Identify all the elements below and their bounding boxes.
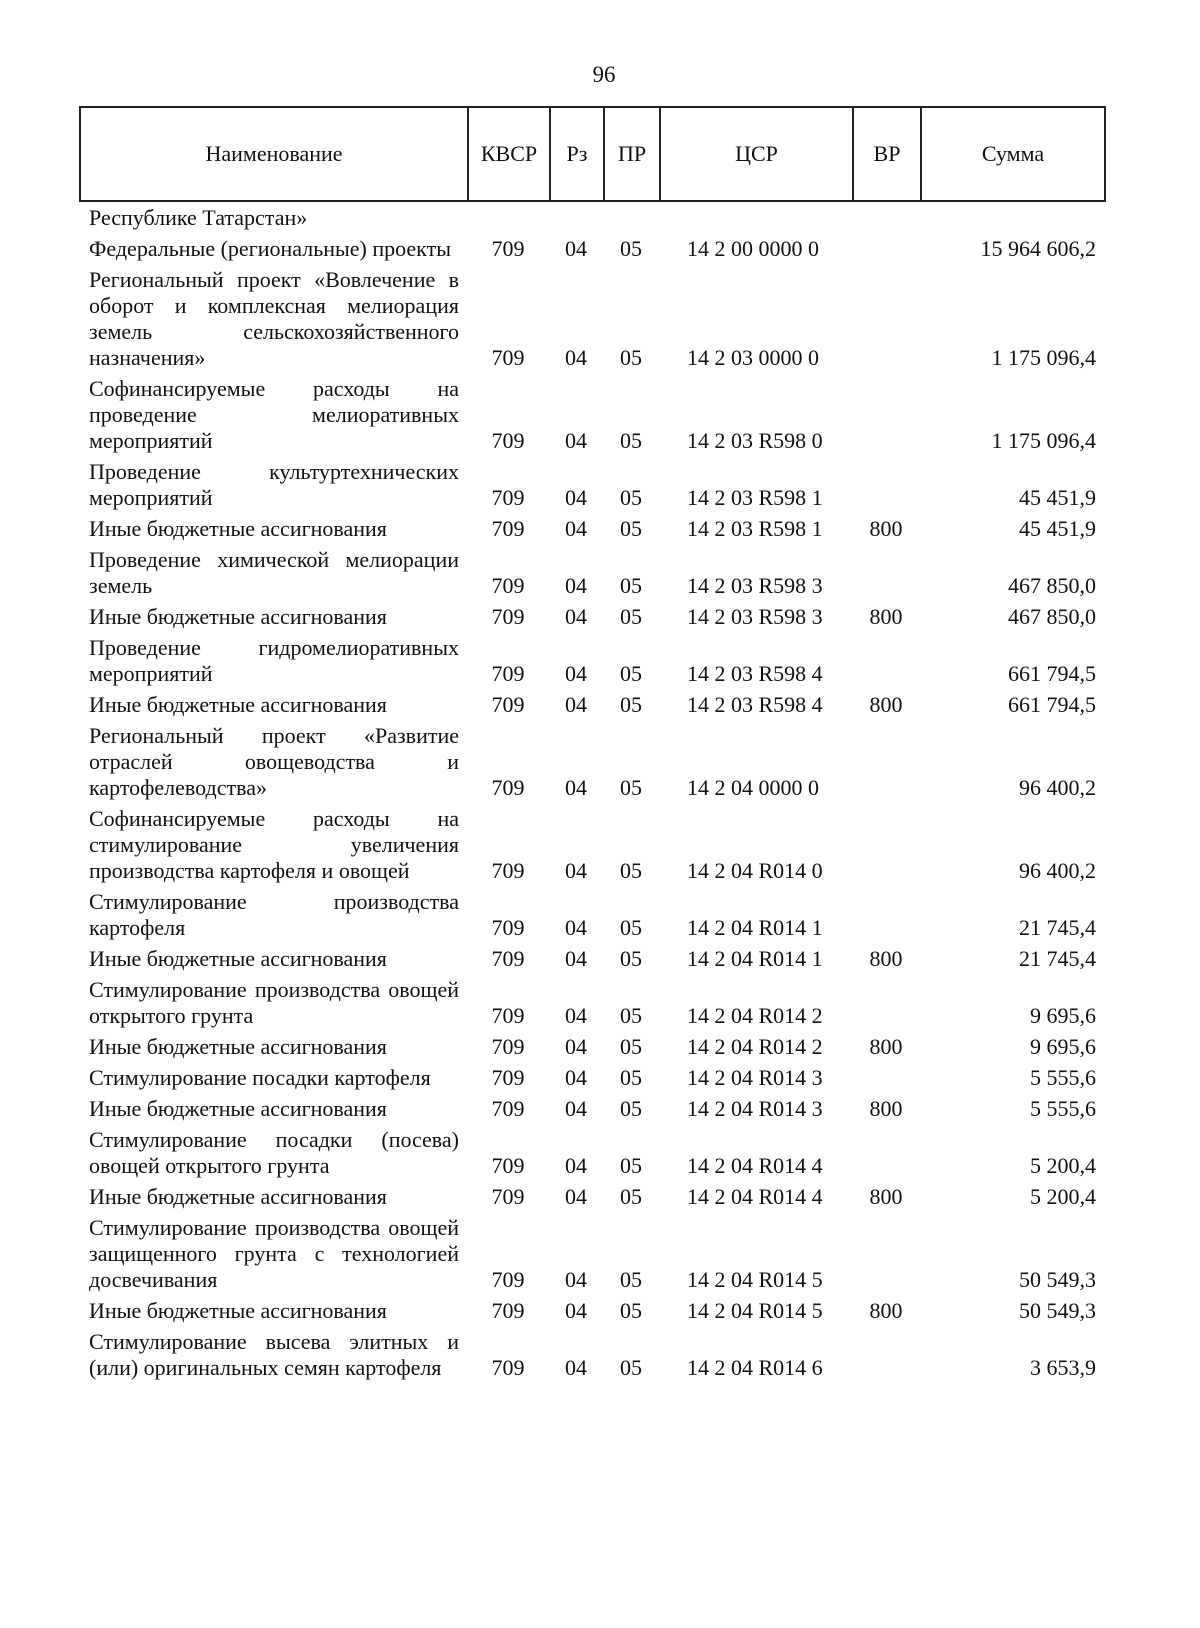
row-kvsr: 709 [491, 428, 525, 453]
row-name: Софинансируемые расходы на проведение мелиоративных мероприятий [89, 376, 459, 453]
row-pr: 05 [620, 661, 642, 686]
row-vr [852, 1215, 920, 1298]
row-name-cell [79, 889, 467, 946]
row-vr [852, 1127, 920, 1184]
row-vr: 800 [869, 692, 903, 717]
row-vr [852, 236, 920, 267]
row-name-cell [79, 692, 467, 723]
row-pr: 05 [620, 946, 642, 971]
row-kvsr: 709 [491, 858, 525, 883]
row-csr: 14 2 03 0000 0 [687, 345, 819, 370]
table-row [79, 1096, 1104, 1127]
row-kvsr: 709 [491, 1034, 525, 1059]
row-name-cell [79, 547, 467, 604]
row-name-cell [79, 267, 467, 376]
row-sum: 3 653,9 [1030, 1355, 1096, 1380]
row-pr: 05 [620, 1096, 642, 1121]
row-pr: 05 [620, 775, 642, 800]
header-rz: Рз [550, 107, 604, 201]
table-row [79, 723, 1104, 806]
header-vr: ВР [853, 107, 921, 201]
row-name: Республике Татарстан» [89, 205, 308, 230]
row-name-cell [79, 723, 467, 806]
table-row [79, 205, 1104, 236]
row-csr: 14 2 04 R014 6 [687, 1355, 823, 1380]
row-csr [659, 205, 852, 236]
row-pr: 05 [620, 604, 642, 629]
table-body [79, 205, 1104, 1386]
row-name-cell [79, 1065, 467, 1096]
row-kvsr: 709 [491, 345, 525, 370]
row-csr: 14 2 03 R598 1 [687, 516, 823, 541]
row-vr [852, 723, 920, 806]
row-rz: 04 [565, 1184, 587, 1209]
row-name: Стимулирование высева элитных и (или) оригинальных семян картофеля [89, 1329, 459, 1380]
row-pr: 05 [620, 1298, 642, 1323]
row-kvsr: 709 [491, 573, 525, 598]
row-sum: 9 695,6 [1030, 1034, 1096, 1059]
row-kvsr: 709 [491, 236, 525, 261]
row-pr: 05 [620, 1184, 642, 1209]
row-rz: 04 [565, 775, 587, 800]
row-kvsr: 709 [491, 1355, 525, 1380]
row-kvsr: 709 [491, 661, 525, 686]
table-row [79, 516, 1104, 547]
table-row [79, 1127, 1104, 1184]
row-name-cell [79, 1184, 467, 1215]
row-kvsr: 709 [491, 1267, 525, 1292]
row-rz: 04 [565, 1065, 587, 1090]
row-name: Федеральные (региональные) проекты [89, 236, 451, 261]
row-name-cell [79, 1329, 467, 1386]
row-kvsr: 709 [491, 692, 525, 717]
row-name: Проведение гидромелиоративных мероприятий [89, 635, 459, 686]
row-pr: 05 [620, 915, 642, 940]
table-row [79, 267, 1104, 376]
table-header [79, 106, 1106, 202]
row-rz: 04 [565, 1096, 587, 1121]
row-sum: 467 850,0 [1008, 604, 1096, 629]
row-csr: 14 2 04 R014 3 [687, 1096, 823, 1121]
row-pr: 05 [620, 692, 642, 717]
row-name: Стимулирование посадки (посева) овощей открытого грунта [89, 1127, 459, 1178]
header-name: Наименование [80, 107, 468, 201]
row-name-cell [79, 604, 467, 635]
row-name: Иные бюджетные ассигнования [89, 692, 387, 717]
row-sum: 96 400,2 [1019, 775, 1096, 800]
table-row [79, 692, 1104, 723]
row-pr: 05 [620, 345, 642, 370]
table-row [79, 635, 1104, 692]
row-name: Иные бюджетные ассигнования [89, 516, 387, 541]
row-csr: 14 2 03 R598 3 [687, 604, 823, 629]
row-name-cell [79, 1127, 467, 1184]
row-name: Иные бюджетные ассигнования [89, 1298, 387, 1323]
row-kvsr: 709 [491, 1003, 525, 1028]
row-pr: 05 [620, 1355, 642, 1380]
table-row [79, 1184, 1104, 1215]
row-name-cell [79, 205, 467, 236]
row-sum: 5 555,6 [1030, 1096, 1096, 1121]
row-name-cell [79, 1096, 467, 1127]
row-rz: 04 [565, 915, 587, 940]
row-name-cell [79, 236, 467, 267]
row-rz [549, 205, 603, 236]
row-sum: 9 695,6 [1030, 1003, 1096, 1028]
row-vr: 800 [869, 1096, 903, 1121]
table-row [79, 1065, 1104, 1096]
row-pr: 05 [620, 1003, 642, 1028]
row-sum: 5 555,6 [1030, 1065, 1096, 1090]
row-csr: 14 2 04 R014 5 [687, 1298, 823, 1323]
row-vr [852, 1329, 920, 1386]
row-kvsr: 709 [491, 915, 525, 940]
row-pr: 05 [620, 236, 642, 261]
row-vr [852, 889, 920, 946]
row-csr: 14 2 04 R014 2 [687, 1003, 823, 1028]
header-csr: ЦСР [660, 107, 853, 201]
row-pr: 05 [620, 858, 642, 883]
row-pr: 05 [620, 1153, 642, 1178]
row-pr [603, 205, 659, 236]
row-kvsr: 709 [491, 1298, 525, 1323]
row-name-cell [79, 1215, 467, 1298]
row-vr: 800 [869, 1184, 903, 1209]
row-name: Софинансируемые расходы на стимулирование увеличения производства картофеля и овощей [89, 806, 459, 883]
row-csr: 14 2 04 R014 3 [687, 1065, 823, 1090]
row-kvsr: 709 [491, 775, 525, 800]
row-pr: 05 [620, 573, 642, 598]
row-sum: 15 964 606,2 [980, 236, 1096, 261]
row-sum: 50 549,3 [1019, 1298, 1096, 1323]
row-name-cell [79, 806, 467, 889]
table-row [79, 806, 1104, 889]
row-sum: 45 451,9 [1019, 485, 1096, 510]
row-pr: 05 [620, 1267, 642, 1292]
row-rz: 04 [565, 485, 587, 510]
row-csr: 14 2 04 R014 1 [687, 915, 823, 940]
row-name: Проведение химической мелиорации земель [89, 547, 459, 598]
row-rz: 04 [565, 858, 587, 883]
table-row [79, 946, 1104, 977]
row-vr [852, 1065, 920, 1096]
row-vr [852, 806, 920, 889]
row-kvsr: 709 [491, 946, 525, 971]
header-sum: Сумма [921, 107, 1105, 201]
table-row [79, 376, 1104, 459]
row-vr: 800 [869, 516, 903, 541]
row-pr: 05 [620, 516, 642, 541]
row-rz: 04 [565, 1298, 587, 1323]
row-csr: 14 2 04 R014 5 [687, 1267, 823, 1292]
row-sum: 1 175 096,4 [991, 345, 1096, 370]
table-row [79, 459, 1104, 516]
table-row [79, 1329, 1104, 1386]
row-rz: 04 [565, 1153, 587, 1178]
row-name: Стимулирование производства овощей защищенного грунта с технологией досвечивания [89, 1215, 459, 1292]
row-name-cell [79, 376, 467, 459]
row-name: Стимулирование производства картофеля [89, 889, 459, 940]
row-name: Иные бюджетные ассигнования [89, 1184, 387, 1209]
row-rz: 04 [565, 946, 587, 971]
row-name-cell [79, 516, 467, 547]
row-vr [852, 459, 920, 516]
row-csr: 14 2 03 R598 1 [687, 485, 823, 510]
row-csr: 14 2 03 R598 3 [687, 573, 823, 598]
row-pr: 05 [620, 485, 642, 510]
row-rz: 04 [565, 661, 587, 686]
row-csr: 14 2 00 0000 0 [687, 236, 819, 261]
row-csr: 14 2 04 R014 4 [687, 1184, 823, 1209]
row-name: Региональный проект «Вовлечение в оборот и комплексная мелиорация земель сельскохозяйственного назначения» [89, 267, 459, 370]
row-vr [852, 547, 920, 604]
row-sum: 21 745,4 [1019, 915, 1096, 940]
row-rz: 04 [565, 1355, 587, 1380]
row-rz: 04 [565, 1003, 587, 1028]
row-kvsr: 709 [491, 1184, 525, 1209]
row-pr: 05 [620, 1065, 642, 1090]
row-csr: 14 2 03 R598 4 [687, 661, 823, 686]
table-row [79, 1298, 1104, 1329]
table-row [79, 236, 1104, 267]
row-kvsr: 709 [491, 1096, 525, 1121]
row-csr: 14 2 03 R598 4 [687, 692, 823, 717]
row-name: Иные бюджетные ассигнования [89, 946, 387, 971]
row-rz: 04 [565, 1034, 587, 1059]
row-name: Иные бюджетные ассигнования [89, 604, 387, 629]
row-kvsr: 709 [491, 1065, 525, 1090]
row-sum: 467 850,0 [1008, 573, 1096, 598]
row-csr: 14 2 04 R014 1 [687, 946, 823, 971]
row-pr: 05 [620, 428, 642, 453]
row-rz: 04 [565, 692, 587, 717]
row-sum: 1 175 096,4 [991, 428, 1096, 453]
row-name: Иные бюджетные ассигнования [89, 1096, 387, 1121]
row-name-cell [79, 459, 467, 516]
row-sum: 21 745,4 [1019, 946, 1096, 971]
row-vr [852, 376, 920, 459]
row-kvsr: 709 [491, 1153, 525, 1178]
row-name: Стимулирование производства овощей открытого грунта [89, 977, 459, 1028]
row-vr [852, 635, 920, 692]
row-sum: 5 200,4 [1030, 1153, 1096, 1178]
row-name: Проведение культуртехнических мероприятий [89, 459, 459, 510]
row-kvsr [467, 205, 549, 236]
table-row [79, 1034, 1104, 1065]
table-row [79, 1215, 1104, 1298]
row-rz: 04 [565, 604, 587, 629]
row-name: Региональный проект «Развитие отраслей овощеводства и картофелеводства» [89, 723, 459, 800]
row-vr: 800 [869, 604, 903, 629]
row-rz: 04 [565, 516, 587, 541]
row-csr: 14 2 04 R014 2 [687, 1034, 823, 1059]
row-sum: 5 200,4 [1030, 1184, 1096, 1209]
row-vr [852, 267, 920, 376]
row-vr: 800 [869, 1034, 903, 1059]
table-row [79, 604, 1104, 635]
row-vr [852, 205, 920, 236]
header-pr: ПР [604, 107, 660, 201]
row-kvsr: 709 [491, 604, 525, 629]
table-row [79, 977, 1104, 1034]
row-csr: 14 2 04 0000 0 [687, 775, 819, 800]
row-csr: 14 2 04 R014 0 [687, 858, 823, 883]
row-vr: 800 [869, 946, 903, 971]
row-name-cell [79, 946, 467, 977]
row-name: Иные бюджетные ассигнования [89, 1034, 387, 1059]
row-vr [852, 977, 920, 1034]
row-sum: 96 400,2 [1019, 858, 1096, 883]
row-name-cell [79, 635, 467, 692]
row-sum: 50 549,3 [1019, 1267, 1096, 1292]
row-sum: 661 794,5 [1008, 692, 1096, 717]
row-csr: 14 2 04 R014 4 [687, 1153, 823, 1178]
row-rz: 04 [565, 345, 587, 370]
header-kvsr: КВСР [468, 107, 550, 201]
table-row [79, 547, 1104, 604]
row-rz: 04 [565, 236, 587, 261]
row-sum [920, 205, 1104, 236]
row-csr: 14 2 03 R598 0 [687, 428, 823, 453]
row-rz: 04 [565, 573, 587, 598]
row-vr: 800 [869, 1298, 903, 1323]
row-kvsr: 709 [491, 516, 525, 541]
row-name-cell [79, 977, 467, 1034]
budget-table [79, 205, 1104, 1386]
table-row [79, 889, 1104, 946]
row-rz: 04 [565, 1267, 587, 1292]
page-number: 96 [592, 62, 616, 87]
row-name-cell [79, 1298, 467, 1329]
row-sum: 661 794,5 [1008, 661, 1096, 686]
row-kvsr: 709 [491, 485, 525, 510]
row-name: Стимулирование посадки картофеля [89, 1065, 431, 1090]
row-sum: 45 451,9 [1019, 516, 1096, 541]
row-pr: 05 [620, 1034, 642, 1059]
row-name-cell [79, 1034, 467, 1065]
row-rz: 04 [565, 428, 587, 453]
